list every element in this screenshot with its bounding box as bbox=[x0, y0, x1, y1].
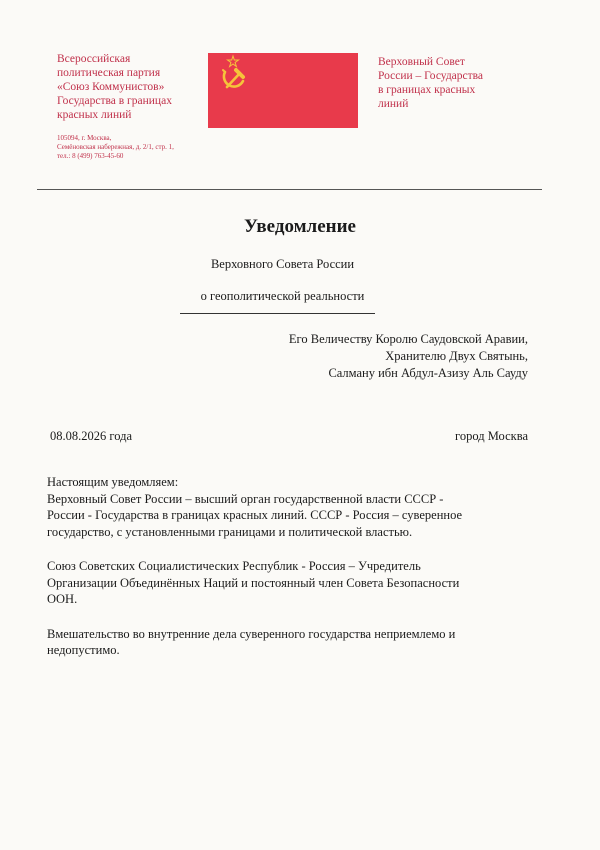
soviet-flag bbox=[208, 53, 358, 128]
body-paragraph bbox=[47, 558, 547, 608]
recipient-block bbox=[188, 331, 528, 382]
body-line: недопустимо. bbox=[47, 643, 120, 657]
party-name-line: Всероссийская bbox=[57, 53, 131, 65]
body-line: России - Государства в границах красных линий. СССР - Россия – суверенное bbox=[47, 508, 463, 522]
party-name-line: политическая партия bbox=[57, 67, 161, 79]
letter-body bbox=[47, 474, 547, 659]
document-subtitle-topic: о геополитической реальности bbox=[200, 289, 365, 303]
hammer-and-sickle-star-icon bbox=[208, 53, 358, 128]
party-name-block bbox=[57, 52, 207, 122]
body-line: ООН. bbox=[47, 592, 78, 606]
body-line: государство, с установленными границами и политической властью. bbox=[47, 524, 413, 539]
address-line: Семёновская набережная, д. 2/1, стр. 1, bbox=[57, 143, 174, 151]
body-line: Настоящим уведомляем: bbox=[47, 475, 179, 489]
document-subtitle: Верховного Совета России bbox=[210, 257, 355, 271]
body-line: Вмешательство во внутренние дела суверенного государства неприемлемо и bbox=[47, 626, 456, 641]
recipient-line: Хранителю Двух Святынь, bbox=[385, 349, 528, 363]
document-city: город Москва bbox=[455, 429, 528, 443]
header-divider bbox=[37, 189, 542, 190]
recipient-line: Салману ибн Абдул-Азизу Аль Сауду bbox=[328, 366, 528, 380]
body-paragraph bbox=[47, 626, 547, 659]
address-line: тел.: 8 (499) 763-45-60 bbox=[57, 152, 124, 160]
council-name-block bbox=[378, 55, 528, 111]
document-date: 08.08.2026 года bbox=[50, 429, 132, 443]
address-line: 105094, г. Москва, bbox=[57, 134, 112, 142]
party-name-line: красных линий bbox=[57, 109, 132, 121]
council-name-line: в границах красных bbox=[378, 84, 476, 96]
party-name-line: «Союз Коммунистов» bbox=[57, 81, 165, 93]
body-line: Верховный Совет России – высший орган государственной власти СССР - bbox=[47, 491, 444, 506]
party-address-block bbox=[57, 134, 207, 161]
body-line: Организации Объединённых Наций и постоянный член Совета Безопасности bbox=[47, 575, 460, 590]
body-line: Союз Советских Социалистических Республик - Россия – Учредитель bbox=[47, 559, 421, 573]
body-paragraph bbox=[47, 474, 547, 540]
party-name-line: Государства в границах bbox=[57, 95, 172, 107]
recipient-line: Его Величеству Королю Саудовской Аравии, bbox=[288, 332, 528, 346]
council-name-line: Верховный Совет bbox=[378, 56, 465, 68]
council-name-line: России – Государства bbox=[378, 70, 484, 82]
subtitle-underline bbox=[180, 313, 375, 314]
council-name-line: линий bbox=[378, 98, 409, 110]
document-title: Уведомление bbox=[244, 216, 356, 237]
